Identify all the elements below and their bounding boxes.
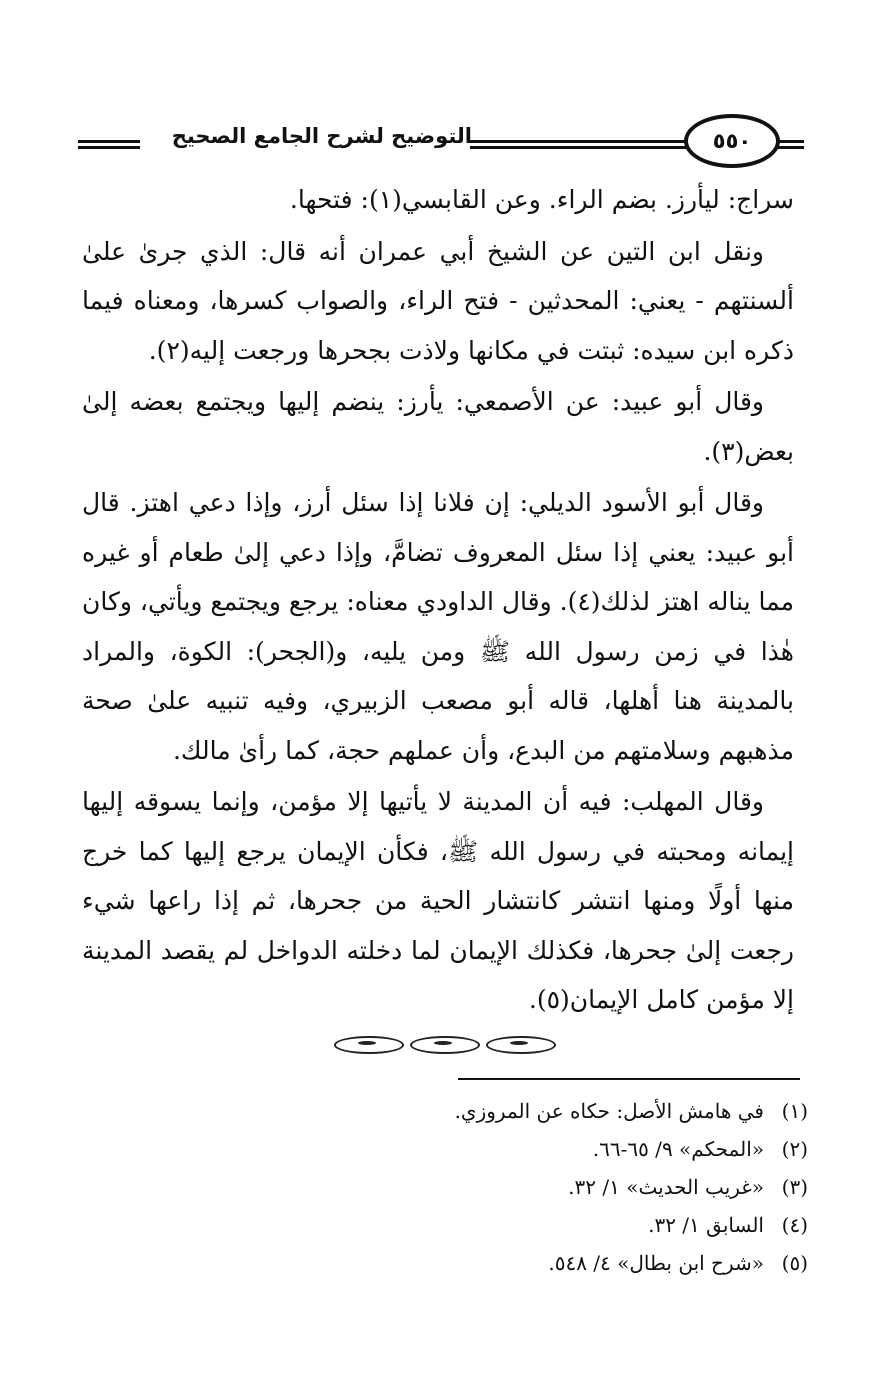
footnote-number: (٥) [781, 1251, 808, 1275]
paragraph: سراج: ليأرز. بضم الراء. وعن القابسي(١): فتحها. [289, 185, 794, 214]
footnote-text: «المحكم» ٩/ ٦٥-٦٦. [592, 1137, 764, 1161]
footnotes [300, 1092, 808, 1282]
section-divider-ornament [330, 1030, 560, 1060]
footnote [300, 1244, 808, 1282]
paragraph: وقال أبو عبيد: عن الأصمعي: يأرز: ينضم إليها ويجتمع بعضه إلىٰ بعض(٣). [82, 387, 794, 466]
footnote-text: في هامش الأصل: حكاه عن المروزي. [454, 1099, 764, 1123]
footnote [300, 1206, 808, 1244]
header-rule-tail [778, 140, 804, 149]
ornament-swirl [410, 1036, 480, 1054]
footnote [300, 1092, 808, 1130]
paragraph: وقال المهلب: فيه أن المدينة لا يأتيها إلا مؤمن، وإنما يسوقه إليها إيمانه ومحبته في رسول الله ﷺ، فكأن الإيمان يرجع إليها كما خرج منها أولًا ومنها انتشر كانتشار الحية من جحرها، ثم إذا راعها شيء رجعت إلىٰ جحرها، فكذلك الإيمان لما دخلته الدواخل لم يقصد المدينة إلا مؤمن كامل الإيمان(٥). [82, 787, 794, 1014]
ornament-swirl [334, 1036, 404, 1054]
footnote-text: «شرح ابن بطال» ٤/ ٥٤٨. [548, 1251, 764, 1275]
page-header [70, 100, 802, 160]
header-rule-left [78, 140, 140, 149]
footnote-text: «غريب الحديث» ١/ ٣٢. [568, 1175, 764, 1199]
footnote [300, 1168, 808, 1206]
book-title: التوضيح لشرح الجامع الصحيح [171, 124, 472, 148]
footnote-number: (١) [781, 1099, 808, 1123]
main-text [82, 175, 794, 1027]
page-number-badge [684, 114, 780, 168]
footnote-number: (٣) [781, 1175, 808, 1199]
footnote-number: (٢) [781, 1137, 808, 1161]
footnote-text: السابق ١/ ٣٢. [648, 1213, 764, 1237]
paragraph: وقال أبو الأسود الديلي: إن فلانا إذا سئل أرز، وإذا دعي اهتز. قال أبو عبيد: يعني إذا سئل المعروف تضامَّ، وإذا دعي إلىٰ طعام أو غيره مما يناله اهتز لذلك(٤). وقال الداودي معناه: يرجع ويجتمع ويأتي، وكان هٰذا في زمن رسول الله ﷺ ومن يليه، و(الجحر): الكوة، والمراد بالمدينة هنا أهلها، قاله أبو مصعب الزبيري، وفيه تنبيه علىٰ صحة مذهبهم وسلامتهم من البدع، وأن عملهم حجة، كما رأىٰ مالك. [82, 488, 794, 765]
footnote [300, 1130, 808, 1168]
footnote-number: (٤) [781, 1213, 808, 1237]
ornament-swirl [486, 1036, 556, 1054]
paragraph: ونقل ابن التين عن الشيخ أبي عمران أنه قال: الذي جرىٰ علىٰ ألسنتهم - يعني: المحدثين - فتح الراء، والصواب كسرها، ومعناه فيما ذكره ابن سيده: ثبتت في مكانها ولاذت بجحرها ورجعت إليه(٢). [82, 236, 794, 365]
page-number: ٥٥٠ [712, 129, 752, 153]
footnote-separator [458, 1078, 800, 1080]
header-rule-right [470, 140, 688, 149]
